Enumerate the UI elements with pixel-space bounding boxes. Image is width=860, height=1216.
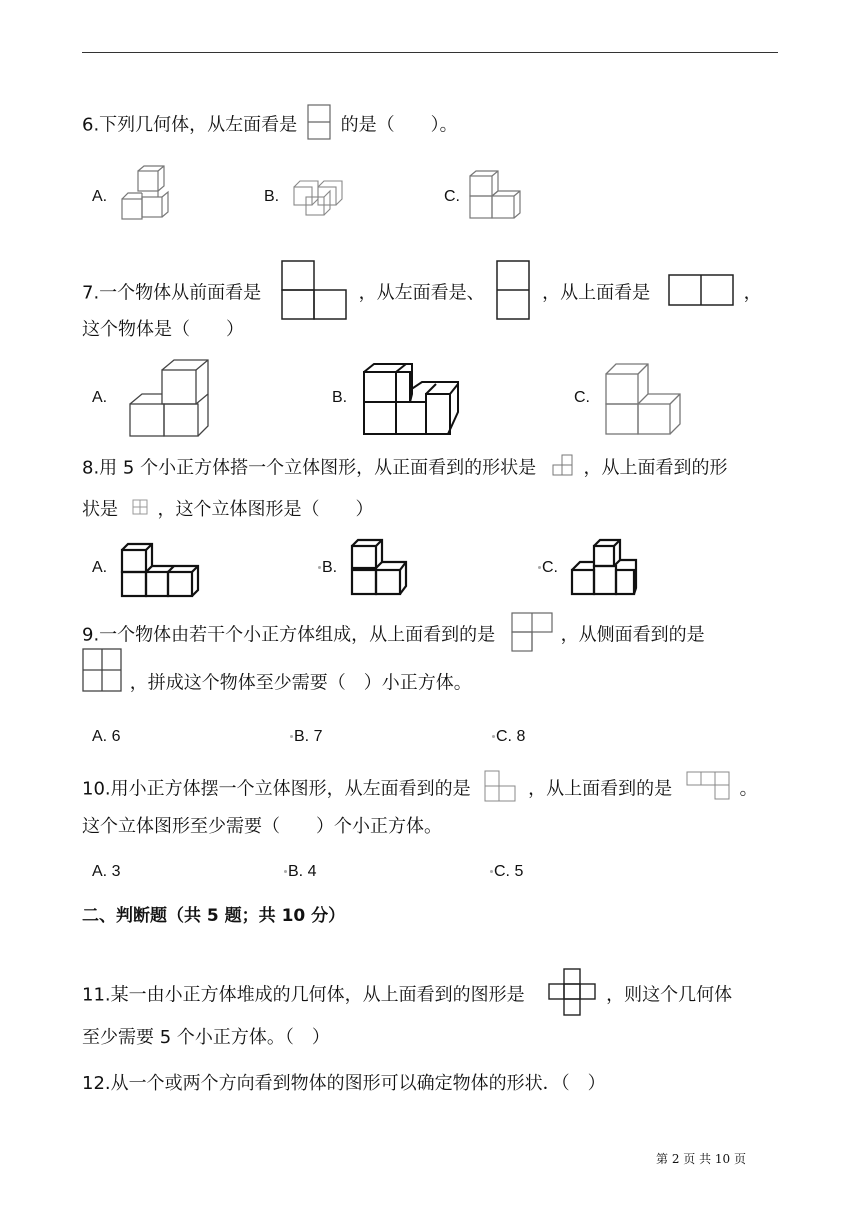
q11-line1 [82,968,732,1023]
q8-text-4: ，这个立体图形是（ ） [157,499,374,520]
q7-text-3: ，从上面看是 [542,282,651,304]
q8-text-1: 8.用 5 个小正方体搭一个立体图形，从正面看到的形状是 [82,457,537,479]
q6-figure-b [288,173,346,219]
q6-figure-c [464,168,526,222]
q6-option-a[interactable]: A. [92,188,108,205]
q8-top-view-figure [132,498,148,522]
q7-figure-b [360,360,472,438]
section-title: 二、判断题（共 5 题；共 10 分） [82,906,346,926]
q8-line1 [82,454,728,483]
q9-text-3: ，拼成这个物体至少需要（ ）小正方体。 [129,672,472,694]
q12-line: 12.从一个或两个方向看到物体的图形可以确定物体的形状．（ ） [82,1073,606,1094]
q10-option-c[interactable]: C. 5 [494,863,524,880]
q8-figure-a [118,540,202,598]
q9-line1 [82,612,705,659]
q6-suffix: 的是（ ）。 [340,114,458,136]
q8-figure-b [346,536,412,598]
q7-line2: 这个物体是（ ） [82,319,244,340]
q7-option-c[interactable]: C. [574,389,590,406]
layout-dot [290,735,293,738]
q9-option-b[interactable]: B. 7 [294,728,323,745]
q6-figure-a [118,165,180,225]
q9-text-2: ，从侧面看到的是 [560,624,705,646]
q10-text-1: 10.用小正方体摆一个立体图形，从左面看到的是 [82,778,471,800]
q10-text-2: ，从上面看到的是 [528,778,673,800]
q7-line1 [82,260,762,327]
q10-option-b[interactable]: B. 4 [288,863,317,880]
q6-option-b[interactable]: B. [264,188,280,205]
q7-option-a[interactable]: A. [92,389,108,406]
q11-text-2: ，则这个几何体 [606,984,733,1006]
q6-left-view-figure [307,104,331,147]
q11-line2: 至少需要 5 个小正方体。（ ） [82,1027,330,1048]
q10-text-3: 。 [739,778,758,800]
q8-option-a[interactable]: A. [92,559,108,576]
q6-prefix: 6.下列几何体，从左面看是 [82,114,298,136]
q8-text-2: ，从上面看到的形 [583,457,728,479]
q8-line2 [82,498,373,522]
q10-left-view-figure [484,770,516,809]
q10-option-a[interactable]: A. 3 [92,863,121,880]
q8-front-view-figure [552,454,574,483]
q7-text-4: ， [743,282,762,304]
q8-option-b[interactable]: B. [322,559,338,576]
q9-option-a[interactable]: A. 6 [92,728,121,745]
layout-dot [490,870,493,873]
q10-top-view-figure [686,771,730,808]
q7-text-2: ，从左面看是、 [358,282,485,304]
layout-dot [284,870,287,873]
q9-text-1: 9.一个物体由若干个小正方体组成，从上面看到的是 [82,624,496,646]
q8-figure-c [566,536,640,598]
layout-dot [318,566,321,569]
header-rule [82,52,778,53]
q7-figure-c [602,360,686,438]
q7-option-b[interactable]: B. [332,389,348,406]
q8-option-c[interactable]: C. [542,559,558,576]
q6-option-c[interactable]: C. [444,188,460,205]
q10-line1 [82,770,758,809]
q7-figure-a [128,358,212,438]
q9-side-view-figure [82,648,122,699]
q7-left-view-figure [496,260,530,327]
q9-line2 [82,668,472,699]
q8-text-3: 状是 [82,499,118,520]
q7-text-1: 7.一个物体从前面看是 [82,282,262,304]
q11-top-view-figure [548,968,596,1023]
layout-dot [538,566,541,569]
page-footer: 第 2 页 共 10 页 [656,1152,746,1166]
q11-text-1: 11.某一由小正方体堆成的几何体，从上面看到的图形是 [82,984,525,1006]
q10-line2: 这个立体图形至少需要（ ）个小正方体。 [82,816,442,837]
q7-top-view-figure [668,274,734,313]
q9-option-c[interactable]: C. 8 [496,728,526,745]
q7-front-view-figure [281,260,347,327]
layout-dot [492,735,495,738]
q6-line [82,104,458,147]
q9-top-view-figure [511,612,553,659]
